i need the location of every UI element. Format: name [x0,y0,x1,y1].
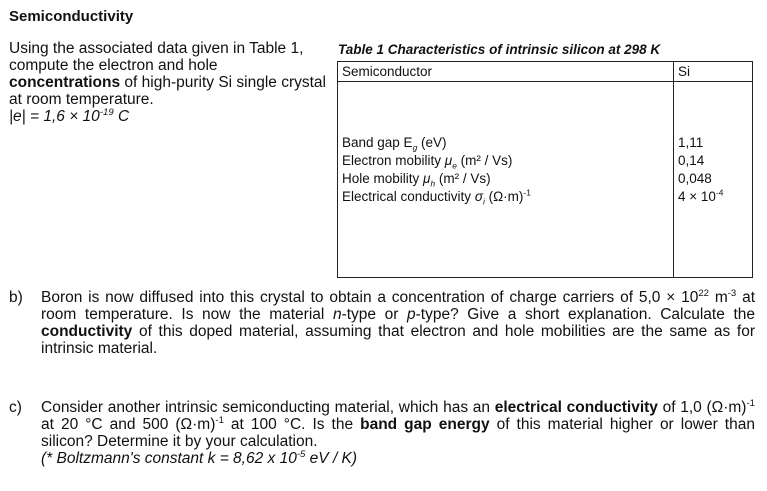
boltzmann-note: (* Boltzmann's constant k = 8,62 x $10^{-5}$ eV / K) [41,448,358,467]
property-cell [338,82,674,278]
intro-text-1: Using the associated data given in Table 1, compute the electron and hole [9,40,304,74]
table-caption: Table 1 Characteristics of intrinsic silicon at 298 K [338,42,661,57]
question-b-text: Boron is now diffused into this crystal to obtain a concentration of charge carriers of $5,0 \times 10^{22}$ $m^{-3}$ at room temperature. Is now the material n-type or p-type? Give a short explanation. Calculate the conductivity of this doped material, assuming that electron and hole mobilities are the same as for intrinsic material. [41,287,756,357]
properties-table [337,61,753,278]
table-row [338,82,753,278]
question-b-label: b) [9,289,23,306]
value-electron-mobility: 0,14 [678,153,705,168]
value-cell [674,82,753,278]
header-value: Si [674,62,753,82]
charge-unit: C [113,108,130,125]
property-conductivity: Electrical conductivity $\sigma_i$ $(\Omega\cdot m)^{-1}$ [342,187,531,207]
value-conductivity: $4 \times 10^{-4}$ [678,187,724,204]
intro-paragraph [9,40,327,125]
charge-exponent: -19 [99,106,114,118]
property-band-gap: Band gap $E_g$ (eV) [342,135,447,153]
question-c-label: c) [9,399,22,416]
property-hole-mobility: Hole mobility $\mu_h$ (m² / Vs) [342,171,491,189]
property-electron-mobility: Electron mobility $\mu_e$ (m² / Vs) [342,153,513,171]
page-title: Semiconductivity [9,8,134,25]
question-c-bold-2: band gap energy [360,416,490,433]
value-hole-mobility: 0,048 [678,171,712,186]
table-header-row [338,62,753,82]
question-c-text: Consider another intrinsic semiconducting material, which has an electrical conductivity of 1,0 $(\Omega\cdot m)^{-1}$ at 20 °C and 500 $(\Omega\cdot m)^{-1}$ at 100 °C. Is the band gap energy of this material higher or lower than silicon? Determine it by your calculation. (* Boltzmann's constant k = 8,62 x $10^{-5}$ eV / K) [41,397,755,467]
question-b [9,289,759,359]
intro-bold: concentrations [9,74,121,91]
question-c [9,399,759,484]
question-b-bold: conductivity [41,323,133,340]
question-c-bold-1: electrical conductivity [494,399,658,416]
charge-label: |e| = 1,6 × 10 [9,108,100,125]
intro-text-2: of high-purity Si single crystal at room temperature. [9,74,326,108]
value-band-gap: 1,11 [678,135,704,150]
header-property: Semiconductor [338,62,674,82]
